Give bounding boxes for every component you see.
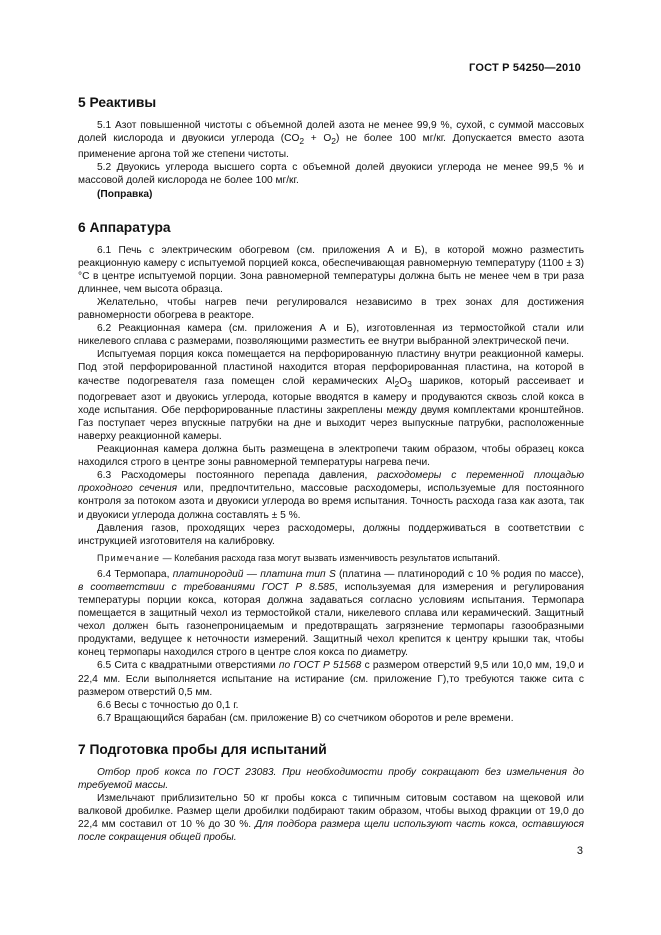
paragraph-5-2: 5.2 Двуокись углерода высшего сорта с объемной долей двуокиси углерода не менее 99,5 % и массовой долей кислорода не более 100 мг/кг. [78,162,584,187]
page-content [78,84,584,844]
paragraph-6-6: 6.6 Весы с точностью до 0,1 г. [97,699,239,711]
paragraph-6-5: 6.5 Сита с квадратными отверстиями по ГОСТ Р 51568 с размером отверстий 9,5 или 10,0 мм, 19,0 и 22,4 мм. Если выполняется испытание на истирание (см. приложение Г),то требуются также сита с размером отверстий 0,5 мм. [78,660,584,698]
paragraph-6-3-b: Давления газов, проходящих через расходомеры, должны поддерживаться в соответствии с инструкцией изготовителя на калибровку. [78,522,584,547]
paragraph-6-4: 6.4 Термопара, платинородий — платина тип S (платина — платинородий с 10 % родия по массе), в соответствии с требованиями ГОСТ Р 8.585, используемая для измерения и регулирования температуры порции кокса, которая должна задаваться согласно условиям испытания. Термопара помещается в защитный чехол из термостойкой стали, никелевого сплава или керамический. Защитный чехол должен быть газонепроницаемым и предотвращать загрязнение термопары газообразными продуктами, ведущее к неточности измерений. Защитный чехол крепится к центру крышки так, чтобы конец термопары находился строго в центре слоя кокса по диаметру. [78,568,585,659]
paragraph-6-1-b: Желательно, чтобы нагрев печи регулировался независимо в трех зонах для достижения равномерности обогрева в реакторе. [78,296,584,322]
section-5-heading: 5 Реактивы [78,95,157,110]
note-text: — Колебания расхода газа могут вызвать изменчивость результатов испытаний. [160,552,500,563]
paragraph-7-2: Измельчают приблизительно 50 кг пробы кокса с типичным ситовым составом на щековой или валковой дробилке. Размер щели дробилки подбирают таким образом, чтобы выход фракции от 19,0 до 22,4 мм составил от 10 % до 30 %. Для подбора размера щели используют часть кокса, оставшуюся после сокращения общей пробы. [78,793,584,844]
paragraph-7-1: Отбор проб кокса по ГОСТ 23083. При необходимости пробу сокращают без измельчения до требуемой массы. [78,766,584,791]
section-6-heading: 6 Аппаратура [78,219,171,235]
standard-header: ГОСТ Р 54250—2010 [469,62,581,74]
note [78,552,584,564]
note-label: Примечание [97,552,161,563]
paragraph-6-7: 6.7 Вращающийся барабан (см. приложение В) со счетчиком оборотов и реле времени. [97,712,514,724]
paragraph-6-3: 6.3 Расходомеры постоянного перепада давления, расходомеры с переменной площадью проходного сечения или, предпочтительно, массовые расходомеры, используемые для постоянного контроля за потоком азота и двуокиси углерода во время испытания. Точность расхода газа как азота, так и двуокиси углерода должна составлять ± 5 %. [78,470,584,521]
page-number: 3 [576,845,583,857]
section-7-heading: 7 Подготовка пробы для испытаний [78,741,327,757]
paragraph-6-1: 6.1 Печь с электрическим обогревом (см. приложения А и Б), в которой можно разместить реакционную камеру с испытуемой порцией кокса, обеспечивающая равномерную температуру (1100 ± 3) °С в центре испытуемой порции. Зона равномерной температуры должна быть не менее чем в три раза длиннее, чем высота образца. [78,244,584,295]
paragraph-6-2: 6.2 Реакционная камера (см. приложения А и Б), изготовленная из термостойкой стали или никелевого сплава с размерами, позволяющими разместить ее внутри выбранной электрической печи. [78,323,584,348]
paragraph-6-2-c: Реакционная камера должна быть размещена в электропечи таким образом, чтобы образец кокса находился строго в центре зоны равномерной температуры нагрева печи. [78,444,584,469]
paragraph-6-2-b: Испытуемая порция кокса помещается на перфорированную пластину внутри реакционной камеры. Под этой перфорированной пластиной находится вторая перфорированная пластина, на которой в качестве подогревателя газа помещен слой керамических $Al_2O_3$ шариков, который рассеивает и подогревает азот и двуокись углерода, которые вводятся в камеру и продуваются сквозь слой кокса в ходе испытания. Обе перфорированные пластины закреплены между двумя комплектами кронштейнов. Газ поступает через впускные патрубки на дне и выходит через выпускные патрубки, расположенные наверху реакционной камеры. [78,349,584,442]
amendment-note: (Поправка) [97,188,153,200]
paragraph-5-1: 5.1 Азот повышенной чистоты с объемной долей азота не менее 99,9 %, сухой, с суммой массовых долей кислорода и двуокиси углерода $(CO_2 + O_2)$ не более 100 мг/кг. Допускается вместо азота применение аргона той же степени чистоты. [78,120,584,161]
